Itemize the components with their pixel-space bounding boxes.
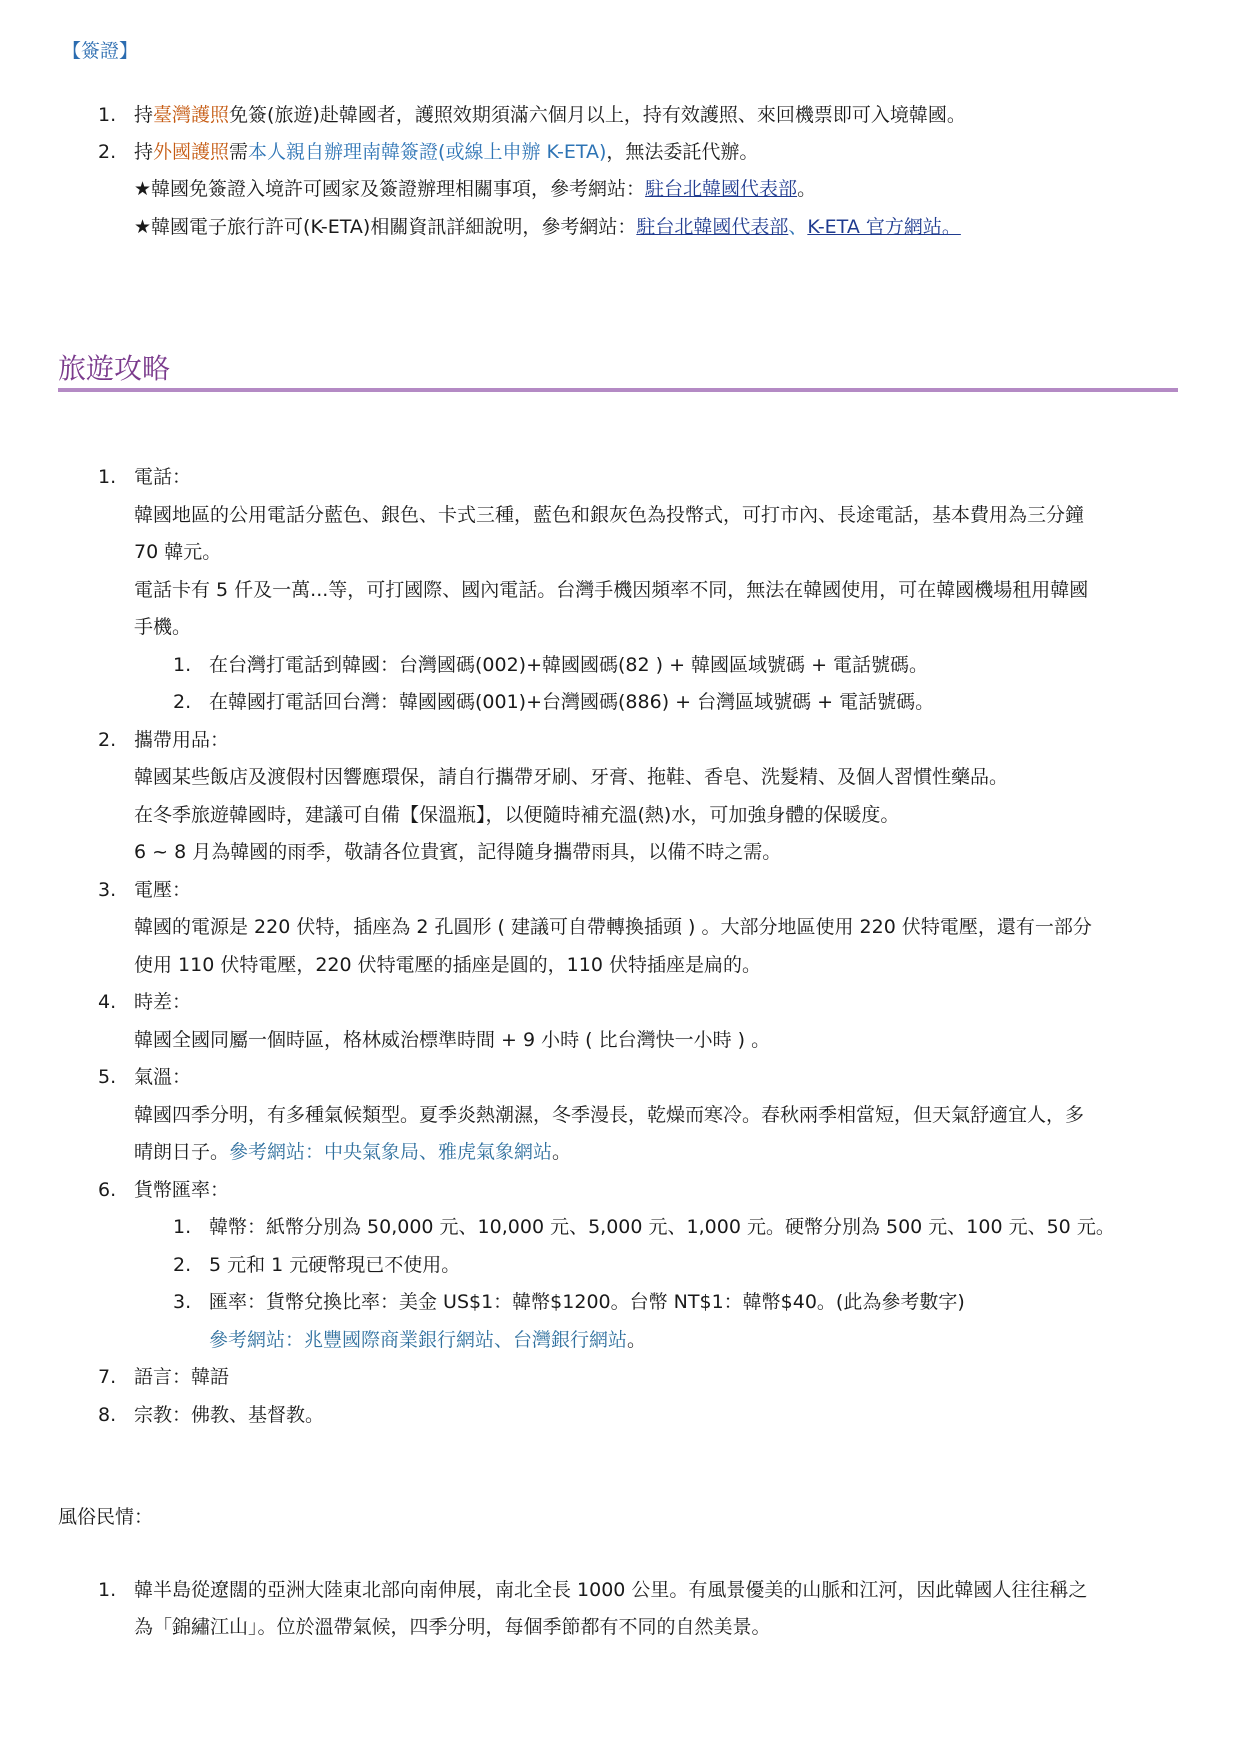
language-text: 語言：韓語 [134, 1366, 230, 1388]
currency-sub2-number: 2. [173, 1254, 192, 1276]
visa-note1-text: ★韓國免簽證入境許可國家及簽證辦理相關事項，參考網站： [134, 178, 646, 200]
visa-item1-text: 免簽(旅遊)赴韓國者，護照效期須滿六個月以上，持有效護照、來回機票即可入境韓國。 [229, 104, 966, 126]
visa-item1 [134, 102, 966, 128]
phone-number-label: 1. [98, 466, 117, 488]
voltage-para-line2: 使用 110 伏特電壓，220 伏特電壓的插座是圓的，110 伏特插座是扁的。 [134, 954, 761, 976]
timezone-title: 時差： [134, 991, 192, 1013]
bank-reference-links[interactable]: 參考網站：兆豐國際商業銀行網站、台灣銀行網站 [209, 1329, 628, 1351]
customs-item1-number: 1. [98, 1579, 117, 1601]
visa-note1-end: 。 [797, 178, 817, 200]
weather-para-line2-text: 晴朗日子。 [134, 1141, 230, 1163]
phone-sub1-number: 1. [173, 654, 192, 676]
items-para3: 6 ~ 8 月為韓國的雨季，敬請各位貴賓，記得隨身攜帶雨具，以備不時之需。 [134, 841, 782, 863]
visa-item2-number: 2. [98, 141, 117, 163]
weather-title: 氣溫： [134, 1066, 192, 1088]
visa-item1-number: 1. [98, 104, 117, 126]
phone-para1-line1: 韓國地區的公用電話分藍色、銀色、卡式三種，藍色和銀灰色為投幣式，可打市內、長途電話，基本費用為三分鐘 [134, 504, 1085, 526]
customs-para-line1: 韓半島從遼闊的亞洲大陸東北部向南伸展，南北全長 1000 公里。有風景優美的山脈和江河，因此韓國人往往稱之 [134, 1579, 1088, 1601]
visa-item2-pre: 持 [134, 141, 154, 163]
weather-para-line2 [134, 1139, 571, 1165]
section-title-travel-guide: 旅遊攻略 [58, 352, 171, 385]
link-separator: 、 [788, 216, 808, 238]
visa-apply-highlight: 本人親自辦理南韓簽證(或線上申辦 K-ETA) [248, 141, 607, 163]
korea-mission-taipei-link[interactable]: 駐台北韓國代表部 [645, 178, 798, 200]
visa-heading: 【簽證】 [62, 40, 139, 62]
language-number-label: 7. [98, 1366, 117, 1388]
visa-note1 [134, 176, 816, 202]
religion-text: 宗教：佛教、基督教。 [134, 1404, 325, 1426]
weather-number-label: 5. [98, 1066, 117, 1088]
visa-item1-pre: 持 [134, 104, 154, 126]
phone-para2-line1: 電話卡有 5 仟及一萬...等，可打國際、國內電話。台灣手機因頻率不同，無法在韓國使用，可在韓國機場租用韓國 [134, 579, 1089, 601]
currency-sub3-number: 3. [173, 1291, 192, 1313]
visa-note2-text: ★韓國電子旅行許可(K-ETA)相關資訊詳細說明，參考網站： [134, 216, 637, 238]
voltage-para-line1: 韓國的電源是 220 伏特，插座為 2 孔圓形 ( 建議可自帶轉換插頭 ) 。大部分地區使用 220 伏特電壓，還有一部分 [134, 916, 1092, 938]
items-title: 攜帶用品： [134, 729, 230, 751]
foreign-passport-highlight: 外國護照 [153, 141, 230, 163]
items-para1: 韓國某些飯店及渡假村因響應環保，請自行攜帶牙刷、牙膏、拖鞋、香皂、洗髮精、及個人習慣性藥品。 [134, 766, 1009, 788]
currency-title: 貨幣匯率： [134, 1179, 230, 1201]
weather-reference-links[interactable]: 參考網站：中央氣象局、雅虎氣象網站 [229, 1141, 553, 1163]
phone-sub1: 在台灣打電話到韓國：台灣國碼(002)+韓國國碼(82 ) + 韓國區域號碼 + 電話號碼。 [209, 654, 929, 676]
items-number-label: 2. [98, 729, 117, 751]
timezone-para: 韓國全國同屬一個時區，格林威治標準時間 + 9 小時 ( 比台灣快一小時 ) 。 [134, 1029, 771, 1051]
k-eta-official-link[interactable]: K-ETA 官方網站。 [807, 216, 961, 238]
visa-item2-text: ，無法委託代辦。 [606, 141, 759, 163]
customs-heading: 風俗民情： [58, 1506, 154, 1528]
visa-item2 [134, 139, 758, 165]
voltage-title: 電壓： [134, 879, 192, 901]
phone-para2-line2: 手機。 [134, 616, 192, 638]
korea-mission-taipei-link-2[interactable]: 駐台北韓國代表部 [636, 216, 789, 238]
phone-title: 電話： [134, 466, 192, 488]
phone-para1-line2: 70 韓元。 [134, 541, 222, 563]
weather-para-end: 。 [552, 1141, 572, 1163]
taiwan-passport-highlight: 臺灣護照 [153, 104, 230, 126]
currency-sub1: 韓幣：紙幣分別為 50,000 元、10,000 元、5,000 元、1,000 元。硬幣分別為 500 元、100 元、50 元。 [209, 1216, 1115, 1238]
currency-sub3: 匯率：貨幣兌換比率：美金 US$1：韓幣$1200。台幣 NT$1：韓幣$40。(此為參考數字) [209, 1291, 965, 1313]
visa-note2 [134, 214, 961, 240]
weather-para-line1: 韓國四季分明，有多種氣候類型。夏季炎熱潮濕，冬季漫長，乾燥而寒冷。春秋兩季相當短，但天氣舒適宜人，多 [134, 1104, 1085, 1126]
currency-number-label: 6. [98, 1179, 117, 1201]
section-divider [58, 388, 1178, 392]
customs-para-line2: 為「錦繡江山」。位於溫帶氣候，四季分明，每個季節都有不同的自然美景。 [134, 1616, 771, 1638]
currency-reference-end: 。 [627, 1329, 647, 1351]
religion-number-label: 8. [98, 1404, 117, 1426]
phone-sub2-number: 2. [173, 691, 192, 713]
visa-item2-mid: 需 [229, 141, 249, 163]
timezone-number-label: 4. [98, 991, 117, 1013]
currency-reference [209, 1327, 646, 1353]
phone-sub2: 在韓國打電話回台灣：韓國國碼(001)+台灣國碼(886) + 台灣區域號碼 + 電話號碼。 [209, 691, 935, 713]
currency-sub2: 5 元和 1 元硬幣現已不使用。 [209, 1254, 461, 1276]
currency-sub1-number: 1. [173, 1216, 192, 1238]
voltage-number-label: 3. [98, 879, 117, 901]
items-para2: 在冬季旅遊韓國時，建議可自備【保溫瓶】，以便隨時補充溫(熱)水，可加強身體的保暖度。 [134, 804, 900, 826]
